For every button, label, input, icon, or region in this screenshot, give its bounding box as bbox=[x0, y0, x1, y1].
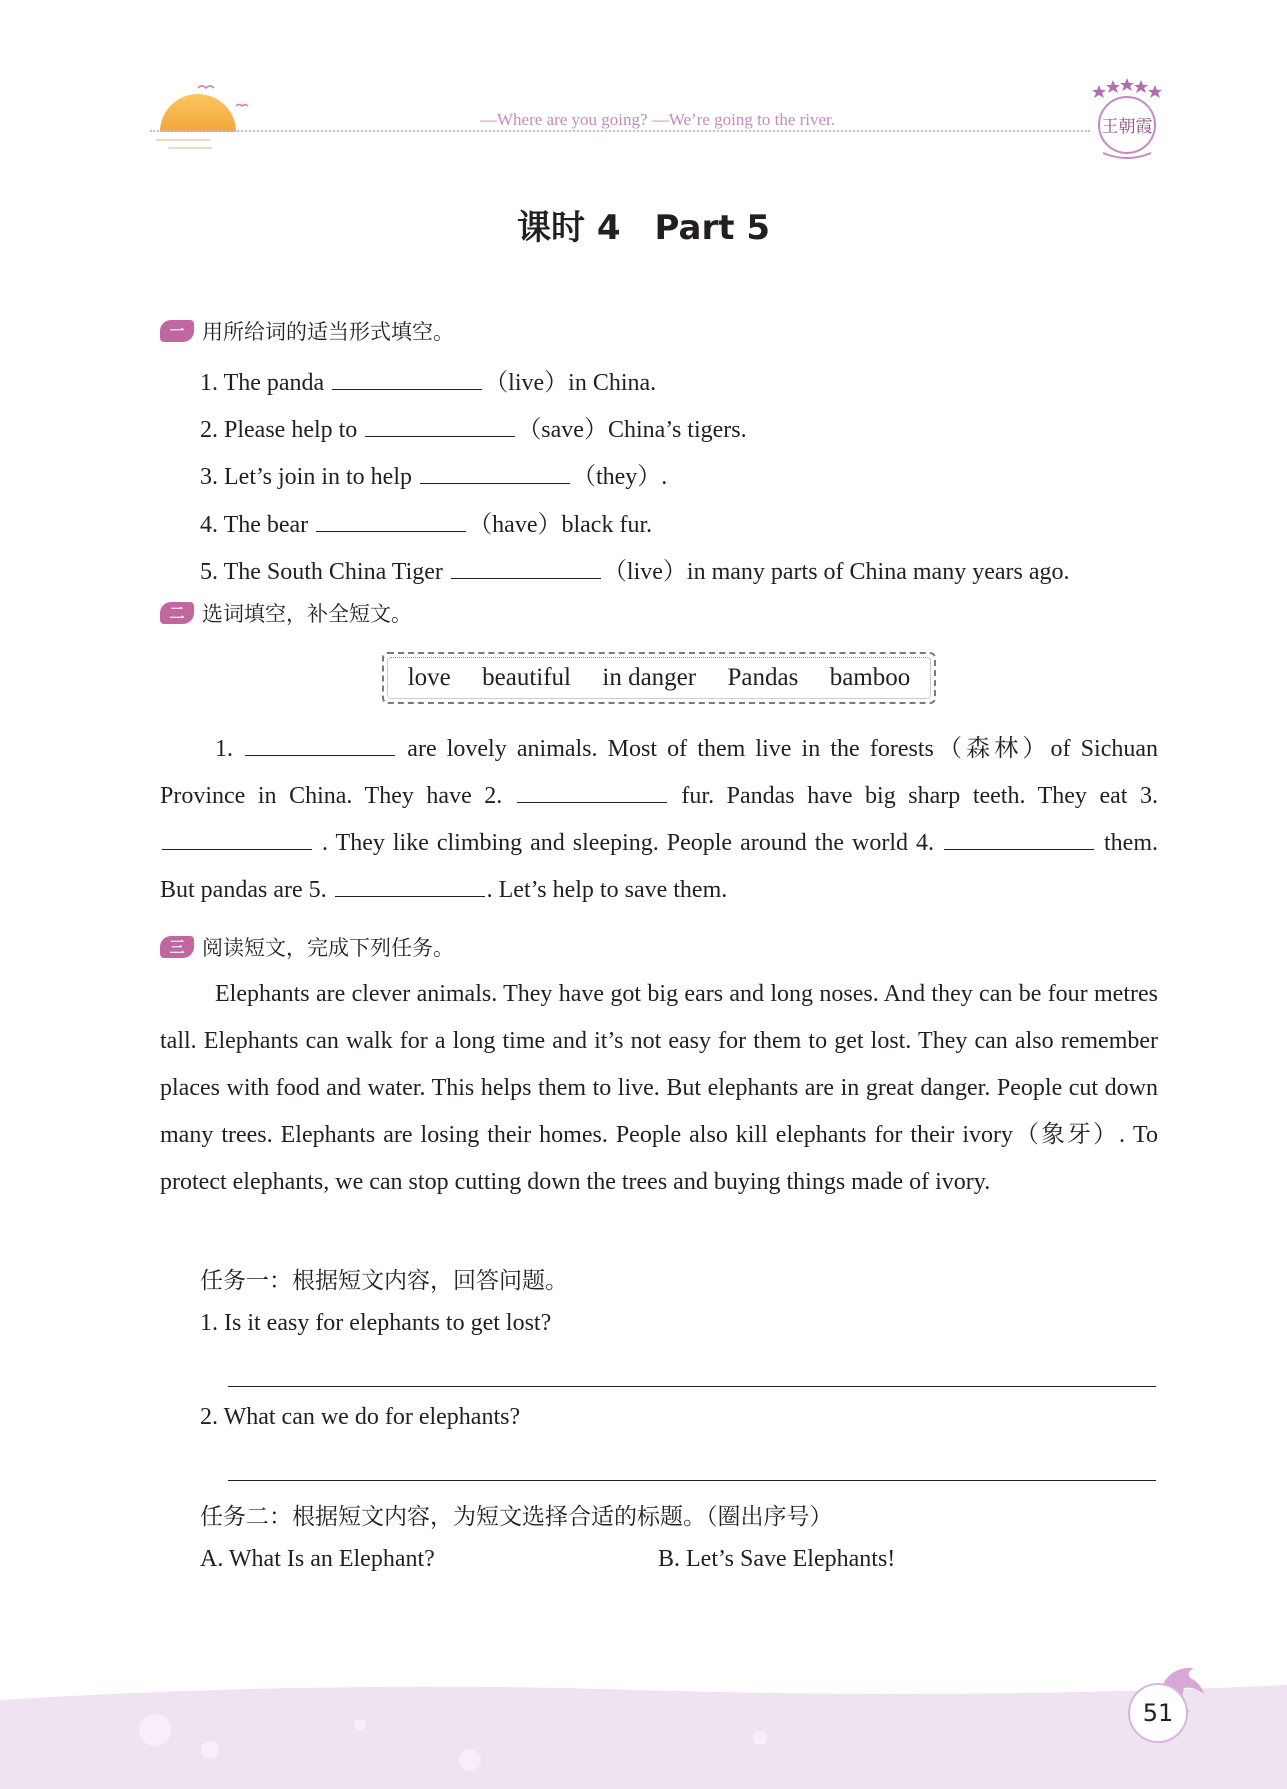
section-instruction: 用所给词的适当形式填空。 bbox=[202, 320, 454, 344]
svg-text:王朝霞: 王朝霞 bbox=[1101, 117, 1153, 137]
word-bank-item: Pandas bbox=[727, 664, 799, 691]
question-1: 1. Is it easy for elephants to get lost? bbox=[200, 1310, 552, 1336]
exercise-1-item: 1. The panda （live）in China. bbox=[200, 362, 656, 397]
answer-blank[interactable] bbox=[365, 414, 515, 437]
answer-line[interactable] bbox=[228, 1386, 1156, 1387]
question-2: 2. What can we do for elephants? bbox=[200, 1404, 521, 1430]
answer-blank[interactable] bbox=[332, 367, 482, 390]
section-instruction: 阅读短文，完成下列任务。 bbox=[202, 936, 454, 960]
exercise-1-item: 4. The bear （have）black fur. bbox=[200, 504, 652, 539]
sunset-icon bbox=[150, 70, 260, 160]
answer-blank[interactable] bbox=[451, 556, 601, 579]
section-badge: 一 bbox=[160, 320, 194, 342]
answer-blank[interactable] bbox=[316, 509, 466, 532]
answer-blank[interactable] bbox=[162, 827, 312, 850]
option-a[interactable]: A. What Is an Elephant? bbox=[200, 1546, 435, 1572]
reading-passage: Elephants are clever animals. They have got big ears and long noses. And they can be four metres tall. Elephants can walk for a long time and it’s not easy for them to get lost. They can also remember places with food and water. This helps them to live. But elephants are in great danger. People cut down many trees. Elephants are losing their homes. People also kill elephants for their ivory（象牙）. To protect elephants, we can stop cutting down the trees and buying things made of ivory. bbox=[160, 981, 1158, 1195]
exercise-1-item: 5. The South China Tiger （live）in many parts of China many years ago. bbox=[200, 551, 1069, 586]
task-1-title: 任务一：根据短文内容，回答问题。 bbox=[200, 1268, 568, 1294]
page-title: 课时 4 Part 5 bbox=[517, 208, 770, 248]
page-number: 51 bbox=[1128, 1683, 1188, 1743]
answer-blank[interactable] bbox=[245, 733, 395, 756]
option-b[interactable]: B. Let’s Save Elephants! bbox=[658, 1546, 896, 1572]
word-bank bbox=[382, 652, 936, 704]
header-motto: —Where are you going? —We’re going to the river. bbox=[480, 110, 836, 129]
header-divider bbox=[150, 130, 1090, 132]
section-2-heading bbox=[160, 598, 412, 628]
word-bank-item: love bbox=[407, 664, 451, 691]
word-bank-item: bamboo bbox=[829, 664, 911, 691]
exercise-1-item: 2. Please help to （save）China’s tigers. bbox=[200, 409, 747, 444]
word-bank-item: beautiful bbox=[482, 664, 571, 691]
section-badge: 二 bbox=[160, 602, 194, 624]
answer-blank[interactable] bbox=[517, 780, 667, 803]
cloze-passage: 1. are lovely animals. Most of them live in the forests（森林）of Sichuan Province in China. They have 2. fur. Pandas have big sharp teeth. They eat 3. . They like climbing and sleeping. People around the world 4. them. But pandas are 5. . Let’s help to save them. bbox=[160, 726, 1158, 914]
task-2-title: 任务二：根据短文内容，为短文选择合适的标题。（圈出序号） bbox=[200, 1504, 833, 1530]
section-3-heading bbox=[160, 932, 454, 962]
answer-blank[interactable] bbox=[420, 461, 570, 484]
section-badge: 三 bbox=[160, 936, 194, 958]
brand-logo bbox=[1085, 75, 1165, 165]
section-1-heading bbox=[160, 316, 454, 346]
word-bank-item: in danger bbox=[602, 664, 697, 691]
answer-blank[interactable] bbox=[335, 874, 485, 897]
answer-line[interactable] bbox=[228, 1480, 1156, 1481]
answer-blank[interactable] bbox=[944, 827, 1094, 850]
exercise-1-item: 3. Let’s join in to help （they）. bbox=[200, 456, 667, 491]
section-instruction: 选词填空，补全短文。 bbox=[202, 602, 412, 626]
footer-decoration bbox=[0, 1680, 1287, 1789]
